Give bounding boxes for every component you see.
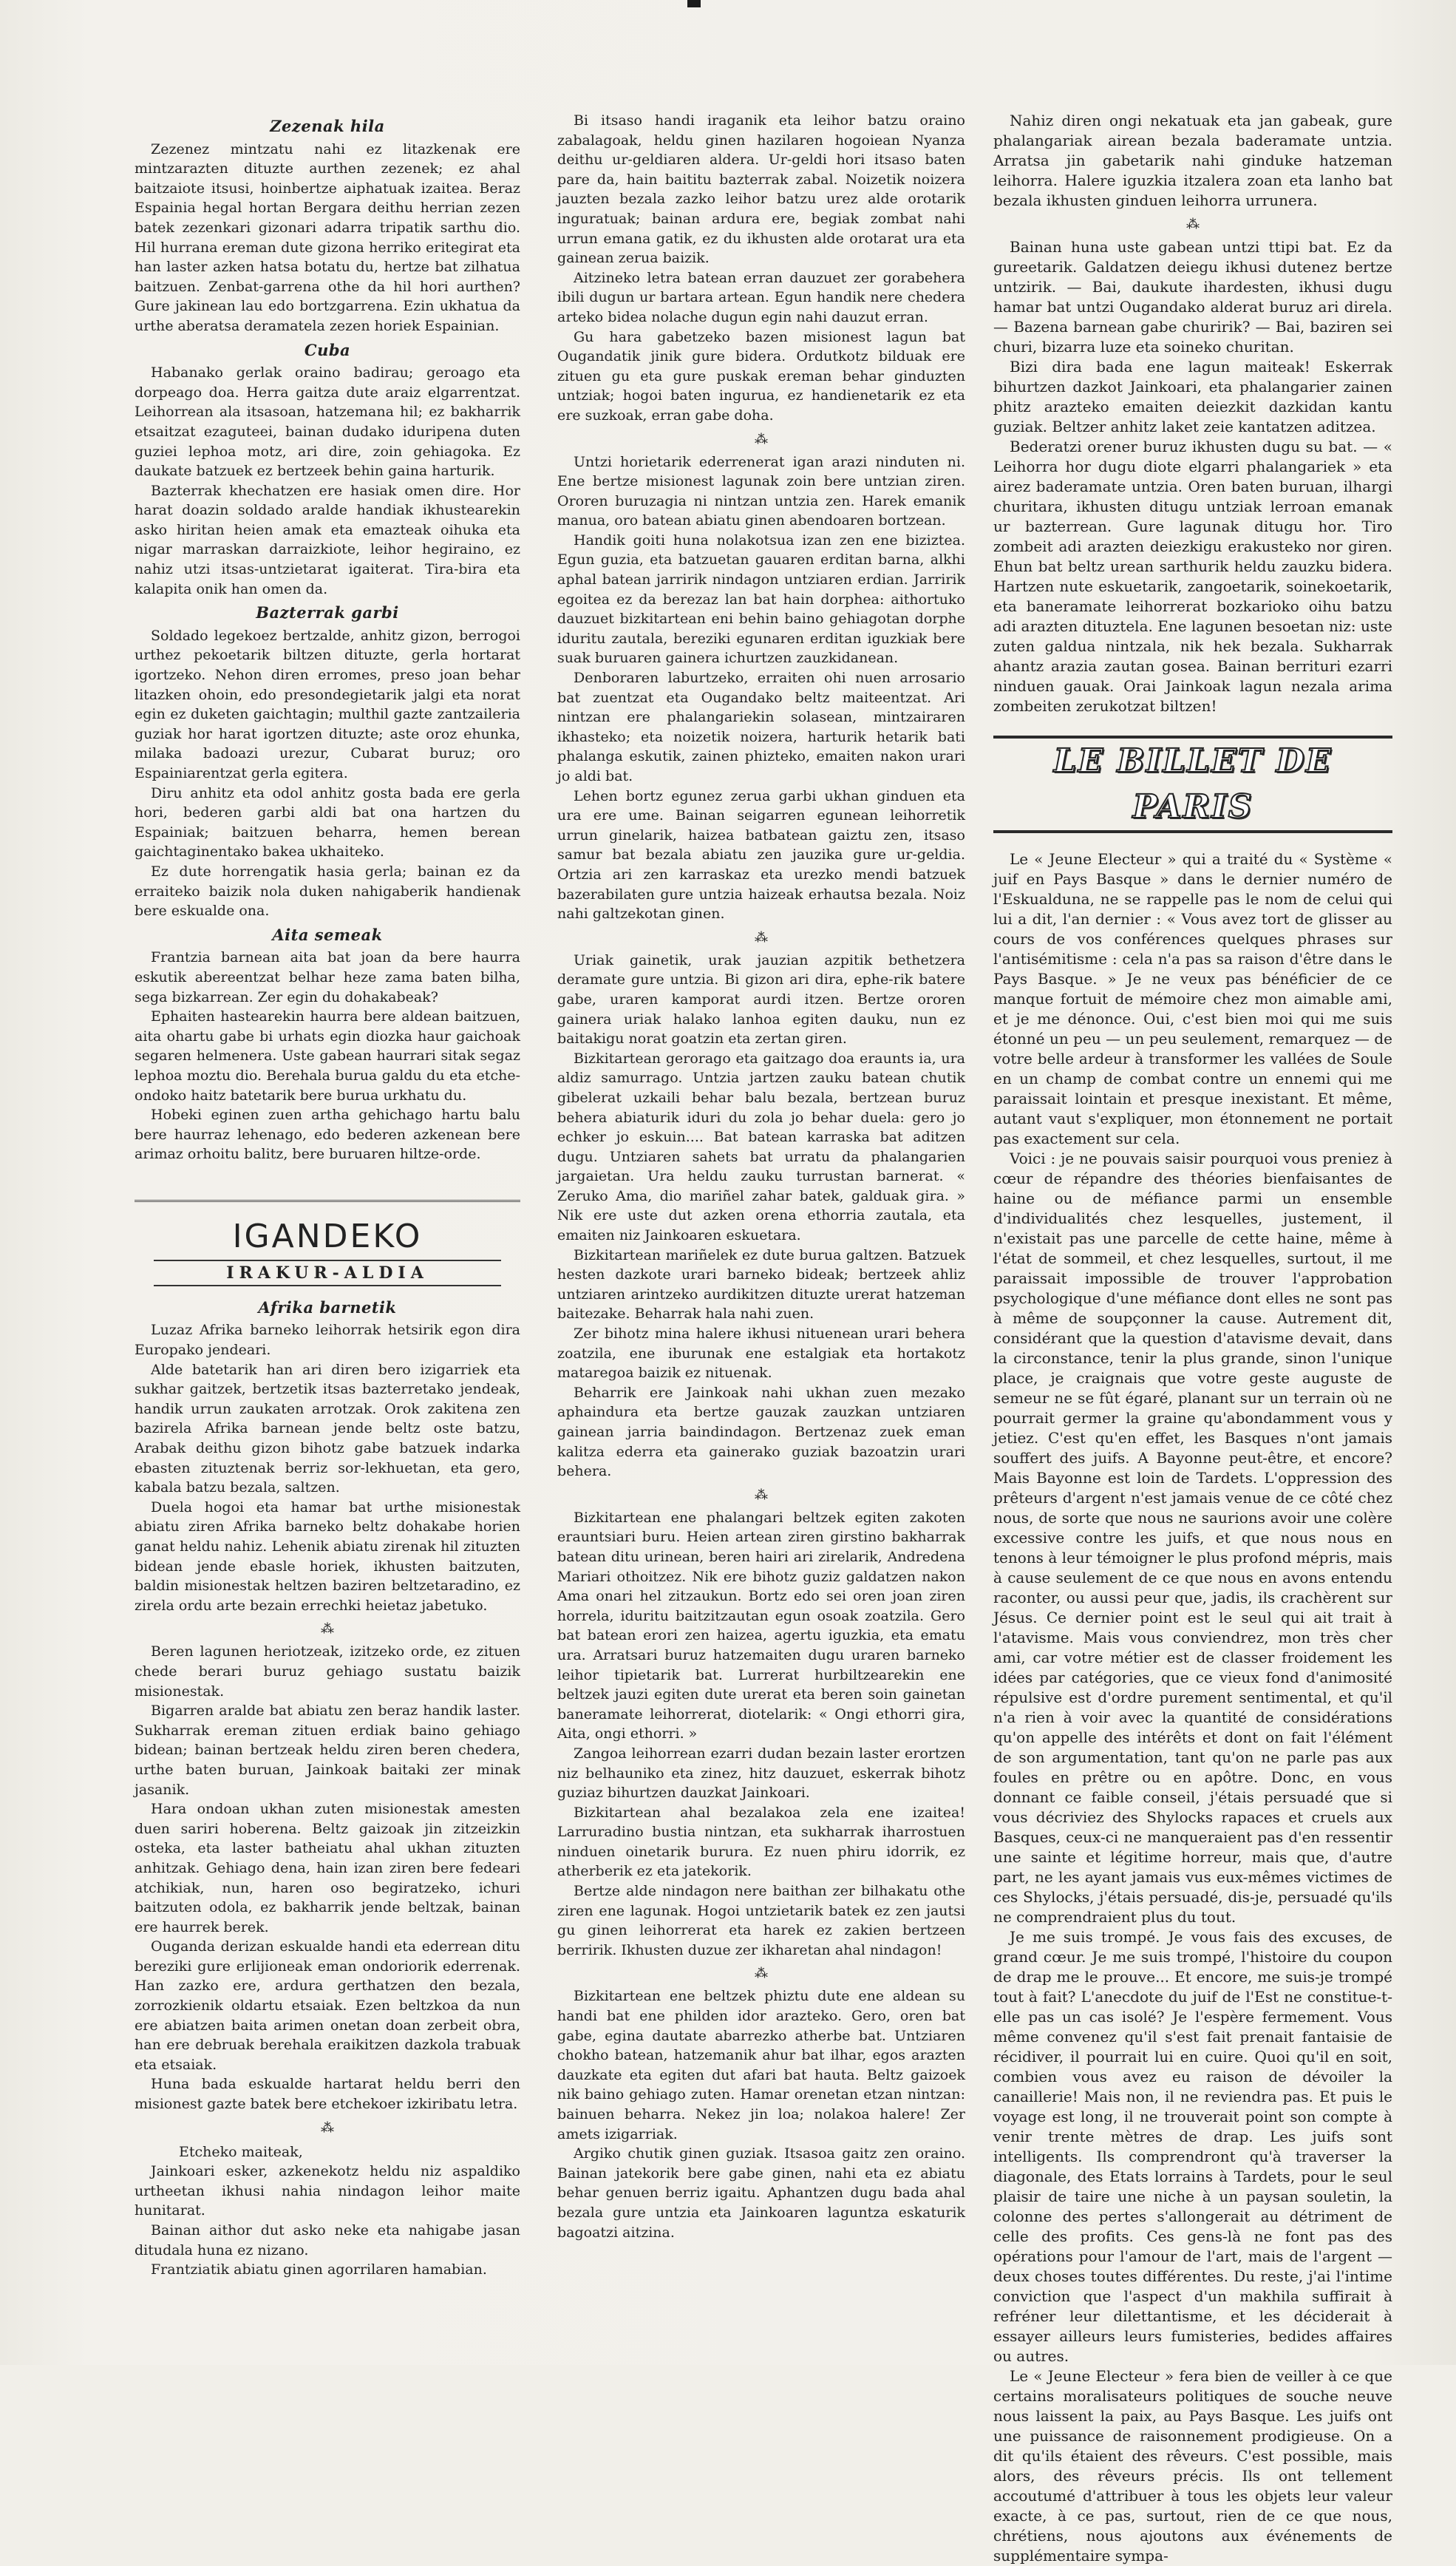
billet-paragraphs	[993, 849, 1392, 2566]
article-paragraph: Bizi dira bada ene lagun maiteak! Eskerrak bihurtzen dazkot Jainkoari, eta phalangarier zainen phitz arazteko emaiten deiezkit dazkidan kantu guziak. Beltzer anhitz laket zeie kantatzen aditzea.	[993, 358, 1392, 435]
afrika-more-paragraphs	[135, 1642, 520, 2114]
afrika-paragraphs	[135, 1320, 520, 1615]
section-divider	[135, 1200, 520, 1202]
article-paragraph: Lehen bortz egunez zerua garbi ukhan ginduen eta ura ere ume. Bainan seigarren egunean leihorretik urrun ginelarik, haizea batbatean gaiztu zen, itsaso samur bat bezala abiatu zen jauzika gure ur-geldia. Ortzia ari zen karraskaz eta urezko mendi batzuek bazerabilaten gure untzia haizeak erhautsa bezala. Noiz nahi galtzekotan ginen.	[557, 787, 965, 923]
page-tab-mark	[687, 0, 701, 7]
letter-paragraph: Jainkoari esker, azkenekotz heldu niz aspaldiko urtheetan ikhusi nahia nindagon leihor maite hunitarat.	[135, 2163, 520, 2219]
section-heading: Cuba	[304, 340, 351, 359]
igandeko-title: IGANDEKO	[232, 1217, 423, 1255]
afrika-heading: Afrika barnetik	[258, 1297, 397, 1317]
section-paragraph: Zezenez mintzatu nahi ez litazkenak ere mintzarazten dituzte aurthen zezenek; ez ahal baitzaiote itsusi, hoinbertze aiphatuak izaitea. Beraz Espainia hegal hortan Bergara deithu herrian zezen batek zezenkari gizonari adarra tripatik sarthu dio. Hil hurrana ereman dute gizona herriko eritegirat eta han laster azken hatsa botatu du, hertze bat zilhatua baitzuen. Zenbat-garrena othe da hil hori aurthen? Gure jakinean lau edo bortzgarrena. Ezin ukhatua da urthe aberatsa deramatela zezen horiek Espainian.	[135, 140, 520, 334]
asterism: ⁂	[755, 431, 768, 447]
letter-paragraphs	[135, 2162, 520, 2280]
column-2-block-d	[557, 1508, 965, 1961]
column-3	[993, 111, 1392, 2566]
afrika-paragraph: Luzaz Afrika barneko leihorrak hetsirik egon dira Europako jendeari.	[135, 1322, 520, 1359]
letter-salutation: Etcheko maiteak,	[179, 2143, 303, 2160]
asterism: ⁂	[755, 929, 768, 946]
asterism: ⁂	[321, 2119, 334, 2136]
article-paragraph: Argiko chutik ginen guziak. Itsasoa gaitz zen oraino. Bainan jatekorik bere gabe ginen, nahi eta ez abiatu behar genuen berriz igaitu. Aphantzen dugu bada ahal bezala gure untzia eta Jainkoaren laguntza eskaturik bagoatzi aitzina.	[557, 2145, 965, 2241]
article-paragraph: Denboraren laburtzeko, erraiten ohi nuen arrosario bat zuentzat eta Ougandako beltz maiteentzat. Ari nintzan ere phalangariekin solasean, mintzairaren ikhasteko; eta noizetik noizera, harturik hetarik bati phalanga eskutik, zainen phizteko, emaiten nakon urari jo aldi bat.	[557, 670, 965, 784]
article-paragraph: Zangoa leihorrean ezarri dudan bezain laster erortzen niz belhauniko eta zinez, hitz dauzuet, eskerrak bihotz guziaz bihurtzen dauzkat Jainkoari.	[557, 1745, 965, 1802]
section-paragraph: Ephaiten hastearekin haurra bere aldean baitzuen, aita ohartu gabe bi urhats egin diozka haur gaichoak segaren helmenera. Uste gabean haurrari sitak segaz lephoa moztu dio. Berehala burua galdu du eta etche-ondoko haitz batetarik bere burua urkhatu du.	[135, 1008, 520, 1104]
letter-paragraph: Frantziatik abiatu ginen agorrilaren hamabian.	[151, 2261, 487, 2278]
billet-paragraph: Je me suis trompé. Je vous fais des excuses, de grand cœur. Je me suis trompé, l'histoire du coupon de drap me le prouve... Et encore, me suis-je trompé tout à fait? L'anecdote du juif de l'Est ne constitue-t-elle pas un cas isolé? Je l'espère fermement. Vous même convenez qu'il s'est fait prenait fantaisie de récidiver, il pourrait lui en cuire. Quoi qu'il en soit, combien vous avez eu raison de dévoiler la canaillerie! Mais non, il ne reviendra pas. Et puis le voyage est long, il ne trouverait point son compte à venir trente mètres de drap. Les juifs sont intelligents. Ils comprendront qu'à traverser la diagonale, des Etats lorrains à Tardets, pour le seul plaisir de taire une niche à un paysan souletin, la colonne des pertes s'allongerait au détriment de celle des profits. Ces gens-là ne font pas des opérations pour l'amour de l'art, mais de l'argent — deux choses toutes différentes. Du reste, j'ai l'intime conviction que l'aspect d'un makhila suffirait à refréner leur dilettantisme, et les déciderait à essayer ailleurs leurs fumisteries, bedides affaires ou autres.	[993, 1928, 1392, 2365]
column-2-block-e	[557, 1986, 965, 2242]
section-heading: Zezenak hila	[270, 117, 385, 135]
billet-paragraph: Voici : je ne pouvais saisir pourquoi vous preniez à cœur de répandre des théories bienfaisantes de haine ou de méfiance parmi un ensemble d'individualités chez lesquelles, justement, il n'existait pas une parcelle de cette haine, même à l'état de sommeil, et chez lesquelles, surtout, il me paraissait impossible de trouver l'approbation psychologique d'une méfiance dont elles ne sont pas à même de soupçonner la cause. Autrement dit, considérant que la question d'atavisme devait, dans la circonstance, tenir la plus grande, sinon l'unique place, je craignais que votre geste auguste de semeur ne se fût égaré, planant sur un terrain où ne pourrait germer la graine qu'abondamment vous y jetiez. C'est qu'en effet, les Basques n'ont jamais souffert des juifs. A Bayonne peut-être, et encore? Mais Bayonne est loin de Tardets. L'oppression des prêteurs d'argent n'est jamais venue de ce côté chez nous, de sorte que nous ne saurions avoir une colère excessive contre les juifs, et que nous nous en tenons à leur témoigner le plus profond mépris, mais à cause seulement de ce que nous en avons entendu raconter, ou aussi peur que, jadis, ils crachèrent sur Jésus. Ce dernier point est le seul qui ait trait à l'atavisme. Mais vous conviendrez, mon très cher ami, car votre métier est de classer froidement les idées par catégories, que ce vieux fond d'animosité répulsive est d'ordre purement sentimental, et qu'il n'a rien à voir avec la quantité de considérations qu'on appelle des intérêts et dont on fait l'élément de son argumentation, tant qu'on ne parle pas aux foules en prêtre ou en apôtre. Donc, en vous donnant ce faible conseil, j'étais persuadé que si vous décriviez des Shylocks rapaces et cruels aux Basques, ceux-ci ne manqueraient pas d'en ressentir une sainte et légitime horreur, mais que, d'autre part, ne les ayant jamais vus eux-mêmes victimes de ces Shylocks, j'étais persuadé, dis-je, persuadé qu'ils ne comprendraient plus du tout.	[993, 1150, 1392, 1926]
article-paragraph: Aitzineko letra batean erran dauzuet zer gorabehera ibili dugun ur bartara artean. Egun handik nere chedera arteko bidea nolache dugun egin nahi dauzut erran.	[557, 269, 965, 325]
asterism: ⁂	[755, 1966, 768, 1982]
billet-banner	[993, 736, 1392, 833]
article-paragraph: Nahiz diren ongi nekatuak eta jan gabeak, gure phalangariak airean bezala baderamate untzia. Arratsa jin gabetarik nahi ginduke hatzeman leihorra. Halere iguzkia itzalera zoan eta lanho bat bezala ikhusten ginduen leihorra urrunera.	[993, 112, 1392, 209]
article-paragraph: Bizkitartean ene beltzek phiztu dute ene aldean su handi bat ene philden idor arazteko. Gero, oren bat gabe, egina dautate abarrezko atherbe bat. Untziaren chokho batean, hatzemanik ahur bat ilhar, egos arazten dauzkate eta egiten dut afari bat hauta. Beltz gaizoek nik baino gehiago zuten. Hamar orenetan etzan nintzan: bainuen beharra. Nekez jin loa; nolakoa halere! Zer amets izigarriak.	[557, 1988, 965, 2142]
billet-paragraph: Le « Jeune Electeur » qui a traité du « Système « juif en Pays Basque » dans le dernier numéro de l'Eskualduna, ne se rappelle pas le nom de celui qui lui a dit, l'an dernier : « Vous avez tort de glisser au cours de vos conférences quelques phrases sur l'antisémitisme : cela n'a pas sa raison d'être dans le Pays Basque. » Je ne veux pas bénéficier de ce manque fortuit de mémoire chez mon aimable ami, et je me dénonce. Oui, c'est bien moi qui me suis étonné un peu — un peu seulement, remarquez — de votre belle ardeur à transformer les vallées de Soule en un champ de combat contre un ennemi qui me paraissait lointain et presque inexistant. Et même, autant vaut s'expliquer, mon étonnement ne portait pas exactement sur cela.	[993, 850, 1392, 1147]
column-3-block-a	[993, 111, 1392, 211]
afrika-paragraph: Huna bada eskualde hartarat heldu berri den misionest gazte batek bere etchekoer izkiribatu letra.	[135, 2076, 520, 2113]
column-2-block-c	[557, 951, 965, 1481]
section-paragraph: Frantzia barnean aita bat joan da bere haurra eskutik abereentzat belhar heze zama baten bilha, sega bizkarrean. Zer egin du dohakabeak?	[135, 949, 520, 1005]
article-paragraph: Bizkitartean ahal bezalakoa zela ene izaitea! Larruradino bustia nintzan, eta sukharrak iharrostuen ninduen oinetarik burura. Ez nuen phiru idorrik, ez atherberik ez eta jatekorik.	[557, 1804, 965, 1880]
section-paragraph: Soldado legekoez bertzalde, anhitz gizon, berrogoi urthez pekoetarik biltzen dituzte, gerla hortarat igortzeko. Nehon diren erromes, preso joan behar litazken ohoin, edo presondegietarik jalgi eta norat egin ez duketen gaichtagin; multhil gazte zantzaileria guziak hor harat igortzen dituzte; aste oroz ehunka, milaka badoazi urezur, Cubarat buruz; oro Espainiarentzat gerla egitera.	[135, 627, 520, 781]
article-paragraph: Bi itsaso handi iraganik eta leihor batzu oraino zabalagoak, heldu ginen hazilaren hogoiean Nyanza deithu ur-geldiaren aldera. Ur-geldi hori itsaso baten pare da, hain baititu bazterrak zabal. Noizetik noizera jauzten bezala zazko leihor batzu urez alde orotarik inguratuak; bainan ardura ere, begiak zombat nahi urrun emana gatik, ez du ikhusten alde orotarat ura eta gainean zerua baizik.	[557, 112, 965, 267]
column-2-block-b	[557, 452, 965, 924]
asterism: ⁂	[1186, 217, 1200, 232]
section-paragraph: Hobeki eginen zuen artha gehichago hartu balu bere haurraz lehenago, edo bederen azkenean bere arimaz orhoitu balitz, bere buruaren hiltze-orde.	[135, 1107, 520, 1163]
article-paragraph: Handik goiti huna nolakotsua izan zen ene biziztea. Egun guzia, eta batzuetan gauaren erditan barna, alkhi aphal batean jarririk nindagon untziaren erdian. Jarririk egoitea ez da berezaz lan bat hain dorphea: aithortuko dauzuet bizkitartean eni behin baino gehiagotan dorphe iduritu zautala, bereziki egunaren erditan iguzkiak bere suak buruaren gainera ichurtzen zauzkidanean.	[557, 532, 965, 667]
afrika-paragraph: Duela hogoi eta hamar bat urthe misionestak abiatu ziren Afrika barneko beltz dohakabe horien ganat heldu nahiz. Lehenik abiatu zirenak hil zituzten bidean jende ebasle horiek, ikhusten baitzuten, baldin misionestak heltzen baziren beltzetaradino, ez zirela ordu arte bezain errechki heietaz jabetuko.	[135, 1498, 520, 1614]
article-paragraph: Bederatzi orener buruz ikhusten dugu su bat. — « Leihorra hor dugu diote elgarri phalangariek » eta airez baderamate untzia. Oren baten buruan, ilhargi churitara, ikhusten ditugu untziak lerroan emanak ur bazterrean. Gure lagunak ditugu hor. Tiro zombeit adi arazten deiezkigu erakusteko nor giren. Ehun bat beltz urean sarthurik heldu zauzku bidera. Hartzen nute eskuetarik, zangoetarik, soinekoetarik, eta baneramate leihorrerat bozkarioko oihu batzu adi arazten dituztela. Ene lagunen besoetan niz: uste zuten galdua nintzala, nik hek bezala. Sukharrak ahantz arazia zautan gosea. Bainan berrituri ezarri ninduen gauak. Orai Jainkoak lagun nezala arima zombeiten zerukotzat biltzen!	[993, 438, 1392, 715]
column-1-sections	[135, 117, 520, 1164]
article-paragraph: Zer bihotz mina halere ikhusi nituenean urari behera zoatzila, ene iburunak ene estalgiak eta hortakotz mataregoa baizik ez nituenak.	[557, 1326, 965, 1382]
article-paragraph: Beharrik ere Jainkoak nahi ukhan zuen mezako aphaindura eta bertze gauzak zauzkan untziaren gainean jarria baindindagon. Bertzenaz zuek eman kalitza ederra eta gainerako guziak bazoatzin urari behera.	[557, 1384, 965, 1480]
section-paragraph: Bazterrak khechatzen ere hasiak omen dire. Hor harat doazin soldado aralde handiak ikhustearekin asko hiritan heien amak eta emazteak oihuka eta nigar marraskan darraizkiote, leihor hegiraino, ez nahiz utzi itsas-untzietarat igaiterat. Tira-bira eta kalapita onik han omen da.	[135, 482, 520, 597]
asterism: ⁂	[755, 1487, 768, 1503]
article-paragraph: Uriak gainetik, urak jauzian azpitik bethetzera deramate gure untzia. Bi gizon ari dira, ephe-rik batere gabe, uraren kamporat aurdi itzen. Bertze ororen gainera uriak halako lanhoa egiten dauku, nun ez baitakigu norat goatzin eta zertan giren.	[557, 951, 965, 1048]
article-paragraph: Bertze alde nindagon nere baithan zer bilhakatu othe ziren ene lagunak. Hogoi untzietarik batek ez zen jautsi gu ginen leihorrerat eta harek ez zakien bertzeen berririk. Ikhusten duzue zer ikharetan ahal nindagon!	[557, 1883, 965, 1958]
afrika-paragraph: Ouganda derizan eskualde handi eta ederrean ditu bereziki gure erlijioneak eman ondoriorik ederrenak. Han zazko ere, ardura gerthatzen den bezala, zorrozkienik oldartu etsaiak. Ezen beltzkoa da nun ere abiatzen baita arimen onetan doan zerbeit obra, han ere debruak berehala eraikitzen dazkola trabuak eta etsaiak.	[135, 1938, 520, 2073]
section-heading: Bazterrak garbi	[256, 603, 399, 622]
afrika-paragraph: Alde batetarik han ari diren bero izigarriek eta sukhar gaitzek, bertzetik itsas bazterretako jendeak, handik urrun zaukaten arrotzak. Orok zakitena zen bazirela Afrika barnean jende beltz oste batzu, Arabak deithu gizon bihotz gabe batzuek indarka ebasten zituztenak berriz sor-lekhuetan, eta gero, kabala batzu bezala, saltzen.	[135, 1361, 520, 1496]
letter-paragraph: Bainan aithor dut asko neke eta nahigabe jasan ditudala huna ez nizano.	[135, 2222, 520, 2258]
column-1	[135, 111, 520, 2280]
column-2-block-a	[557, 111, 965, 426]
article-paragraph: Bizkitartean ene phalangari beltzek egiten zakoten erauntsiari buru. Heien artean ziren girstino bakharrak batean ditu urinean, beren hairi ari zirelarik, Andredena Mariari othoitzez. Nik ere bihotz guziz galdatzen nakon Ama onari hel zitzaukun. Bortz edo sei oren joan ziren horrela, iduritu baitzitzautan egun osoak zoatzila. Gero bat batean erori zen haizea, agertu iguzkia, eta ematu ura. Arratsari buruz hatzemaiten dugu uraren barneko leihor tipietarik bat. Lurrerat hurbiltzearekin ene beltzek jauzi egiten dute urerat eta beren soin gainetan baneramate leihorrerat, diotelarik: « Ongi ethorri gira, Aita, ongi ethorri. »	[557, 1509, 965, 1742]
section-paragraph: Diru anhitz eta odol anhitz gosta bada ere gerla hori, bederen garbi aldi bat ona hartzen du Espainiak; baitzuen beharra, hemen berean gaichtaginentako bakea ukhaiteko.	[135, 784, 520, 861]
section-paragraph: Ez dute horrengatik hasia gerla; bainan ez da erraiteko baizik nola duken nahigaberik handienak bere eskualde ona.	[135, 863, 520, 920]
afrika-paragraph: Hara ondoan ukhan zuten misionestak amesten duen sariri hoberena. Beltz gaizoak jin zitzeizkin osteka, eta laster batheiatu ahal ukhan zituzten anhitzak. Gehiago dena, hain izan ziren bere fedeari atchikiak, nun, haren oso begiratzeko, ichuri baitzuten odola, ez bakharrik jende beltzak, bainan ere haurrek berek.	[135, 1801, 520, 1935]
article-paragraph: Untzi horietarik ederrenerat igan arazi ninduten ni. Ene bertze misionest lagunak zoin bere untzian ziren. Ororen buruzagia ni nintzan untzia zen. Harek emanik manua, oro batean abiatu ginen abendoaren bortzean.	[557, 453, 965, 529]
article-paragraph: Bizkitartean mariñelek ez dute burua galtzen. Batzuek hesten dazkote urari barneko bideak; bertzeek ahliz untziaren arintzeko aurdikitzen dituzte urerat hatzeman baitezake. Beharrak hala nahi zuen.	[557, 1246, 965, 1323]
column-3-block-b	[993, 237, 1392, 716]
afrika-paragraph: Beren lagunen heriotzeak, izitzeko orde, ez zituen chede berari buruz gehiago sustatu baizik misionestak.	[135, 1643, 520, 1700]
column-2	[557, 111, 965, 2242]
billet-de-paris-title: LE BILLET DE PARIS	[1053, 742, 1333, 826]
irakur-aldia-subtitle: IRAKUR-ALDIA	[154, 1260, 501, 1286]
article-paragraph: Bainan huna uste gabean untzi ttipi bat. Ez da gureetarik. Galdatzen deiegu ikhusi dutenez bertze untzirik. — Bai, daukute ihardesten, ikhusi dugu hamar bat untzi Ougandako alderat buruz ari direla. — Bazena barnean gabe churirik? — Bai, baziren sei churi, bizarra luze eta soineko churitan.	[993, 238, 1392, 356]
asterism: ⁂	[321, 1621, 334, 1637]
banner-rule-bottom	[993, 830, 1392, 833]
section-paragraph: Habanako gerlak oraino badirau; geroago eta dorpeago doa. Herra gaitza dute araiz elgarrentzat. Leihorrean ala itsasoan, hatzemana hil; ez bakharrik etsaitzat ezaguteei, bainan dudako iduripena duten guziei lephoa motz, ari dire, zoin gehiagoka. Ez daukate batzuek ez bertzeek behin gaina harturik.	[135, 364, 520, 480]
section-heading: Aita semeak	[272, 925, 383, 944]
afrika-paragraph: Bigarren aralde bat abiatu zen beraz handik laster. Sukharrak ereman zituen erdiak baino gehiago bidean; bainan bertzeak heldu ziren beren chedera, urthe baten buruan, Jainkoak baitaki zer minak jasanik.	[135, 1703, 520, 1798]
article-paragraph: Bizkitartean gerorago eta gaitzago doa eraunts ia, ura aldiz samurrago. Untzia jartzen zauku batean chutik gibelerat uzkaili behar balu bezala, bertzean buruz behera abiaturik iduri du zola jo behar duela: gero jo echker jo eskuin.... Bat batean karraska bat aditzen dugu. Untziaren sahets bat urratu da phalangarien jargaietan. Ura heldu zauku turrustan barnerat. « Zeruko Ama, dio mariñel zahar batek, galduak gira. » Nik ere uste dut azken orena ethorria zautala, eta emaiten niz Jainkoaren eskuetara.	[557, 1050, 965, 1244]
billet-paragraph: Le « Jeune Electeur » fera bien de veiller à ce que certains moralisateurs politiques de souche neuve nous laissent la paix, au Pays Basque. Les juifs ont une puissance de raisonnement prodigieuse. On a dit qu'ils étaient des rêveurs. C'est possible, mais alors, des rêveurs précis. Ils ont tellement accoutumé d'attribuer à tous les objets leur valeur exacte, à ce pas, surtout, rien de ce que nous, chrétiens, nous ajoutons aux événements de supplémentaire sympa-	[993, 2367, 1392, 2565]
article-paragraph: Gu hara gabetzeko bazen misionest lagun bat Ougandatik jinik gure bidera. Ordutkotz bilduak ere zituen gu eta gure puskak ereman behar ginduzten untziak; hogoi baten ingurua, ez handienetarik ez eta ere suzkoak, erran gabe doha.	[557, 328, 965, 424]
